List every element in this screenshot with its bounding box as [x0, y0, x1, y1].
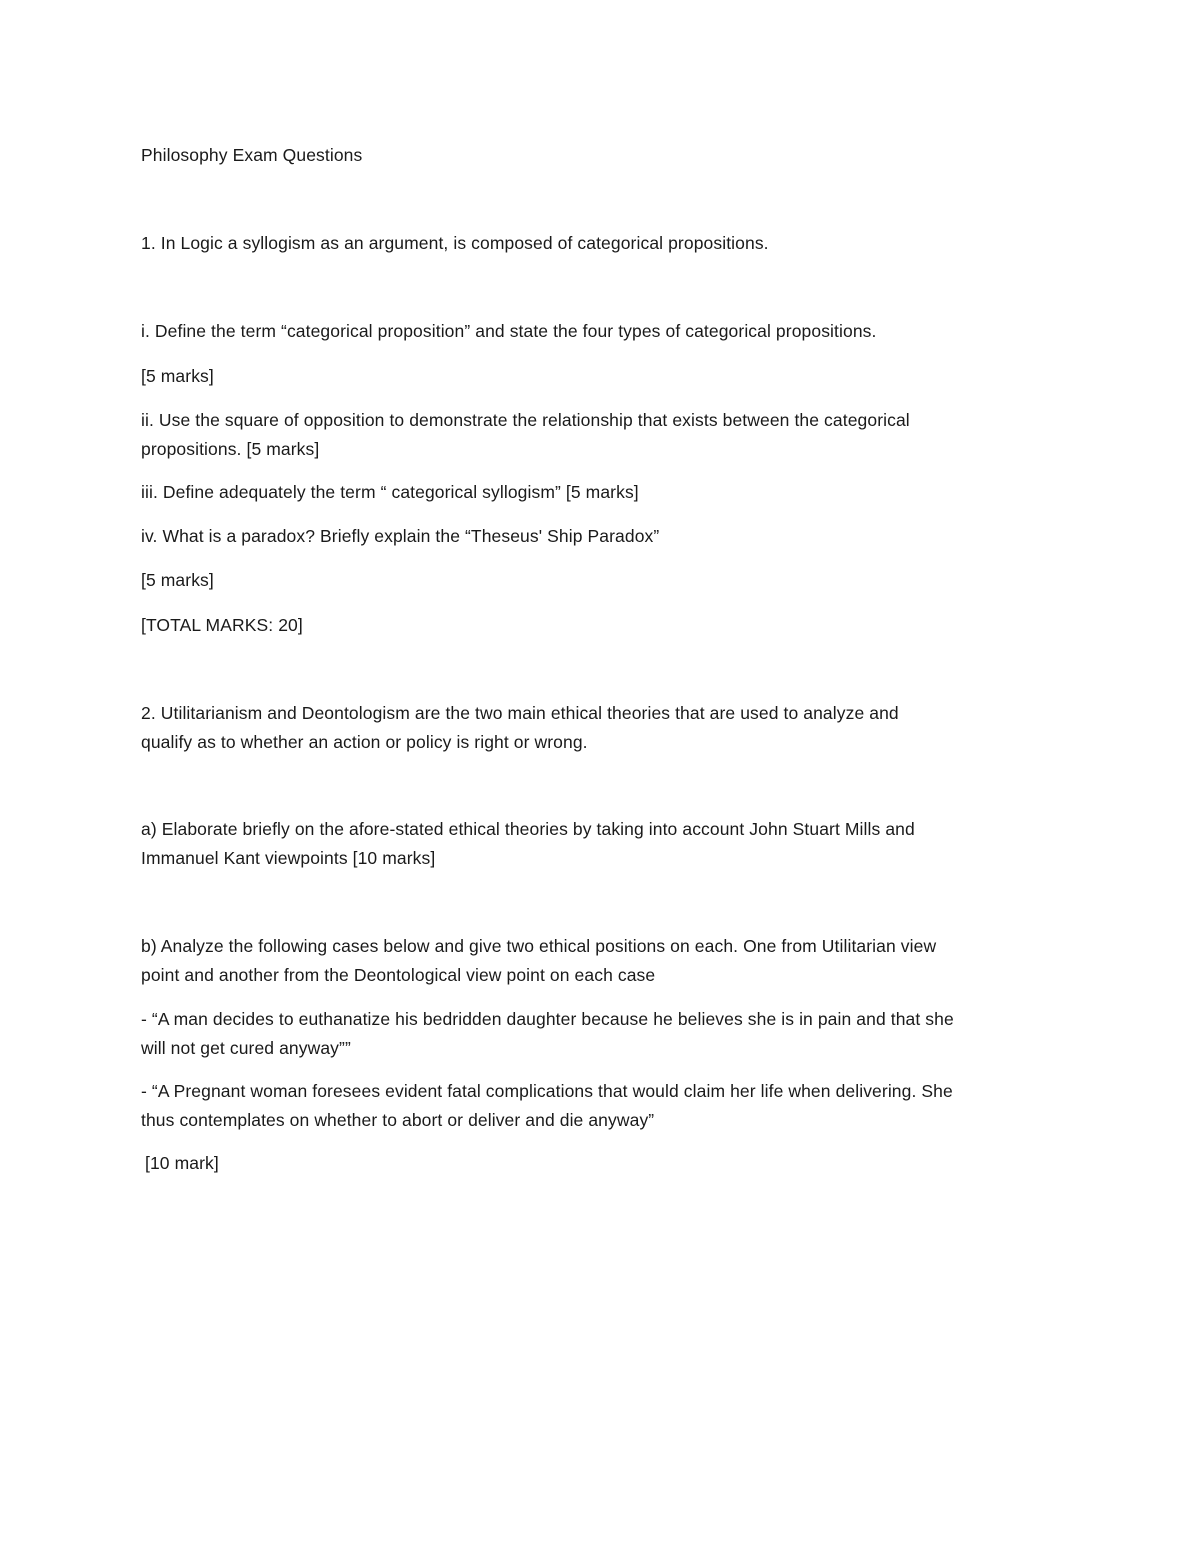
question-2-part-b-line2: point and another from the Deontological view point on each case — [141, 965, 656, 985]
question-1-part-iv: iv. What is a paradox? Briefly explain the “Theseus' Ship Paradox” — [141, 526, 660, 546]
question-1-intro: 1. In Logic a syllogism as an argument, is composed of categorical propositions. — [141, 233, 769, 253]
case-2-line2: thus contemplates on whether to abort or deliver and die anyway” — [141, 1110, 655, 1130]
question-1-total-marks: [TOTAL MARKS: 20] — [141, 615, 303, 635]
question-2-part-a-line2: Immanuel Kant viewpoints [10 marks] — [141, 848, 436, 868]
question-1-part-iii: iii. Define adequately the term “ categorical syllogism” [5 marks] — [141, 482, 639, 502]
case-1-line2: will not get cured anyway”” — [141, 1038, 351, 1058]
question-1-part-i: i. Define the term “categorical proposition” and state the four types of categorical propositions. — [141, 321, 877, 341]
document-title: Philosophy Exam Questions — [141, 145, 363, 165]
question-2-part-b-line1: b) Analyze the following cases below and give two ethical positions on each. One from Utilitarian view — [141, 936, 937, 956]
question-2-intro-line1: 2. Utilitarianism and Deontologism are the two main ethical theories that are used to analyze and — [141, 703, 899, 723]
question-1-part-ii-line2: propositions. [5 marks] — [141, 439, 320, 459]
question-2-part-b-marks: [10 mark] — [145, 1153, 219, 1173]
question-2-intro-line2: qualify as to whether an action or policy is right or wrong. — [141, 732, 588, 752]
question-1-part-iv-marks: [5 marks] — [141, 570, 214, 590]
question-1-part-i-marks: [5 marks] — [141, 366, 214, 386]
question-1-part-ii-line1: ii. Use the square of opposition to demonstrate the relationship that exists between the categorical — [141, 410, 910, 430]
case-2-line1: - “A Pregnant woman foresees evident fatal complications that would claim her life when delivering. She — [141, 1081, 953, 1101]
case-1-line1: - “A man decides to euthanatize his bedridden daughter because he believes she is in pain and that she — [141, 1009, 954, 1029]
question-2-part-a-line1: a) Elaborate briefly on the afore-stated ethical theories by taking into account John Stuart Mills and — [141, 819, 915, 839]
